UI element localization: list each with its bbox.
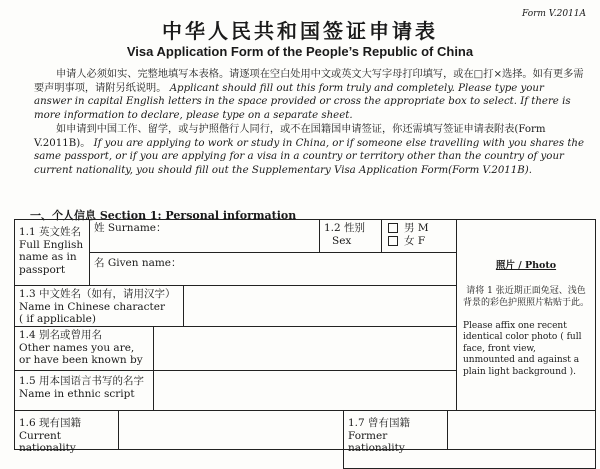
checkbox-male[interactable] [388, 223, 398, 233]
field-1-7-label-en: Former nationality [348, 429, 405, 454]
field-1-2-label [319, 219, 382, 253]
surname-field[interactable] [89, 219, 320, 253]
form-number: Form V.2011A [521, 9, 586, 19]
given-name-label: 名 Given name： [94, 257, 182, 269]
instruction-2-en: If you are applying to work or study in China, or if someone else travelling with you shares the same passport, or if you are applying for a visa in a country or territory other than the country of your current nationality, you should fill out the Supplementary Visa Application Form(Form V.2011B). [34, 137, 584, 176]
title-chinese: 中华人民共和国签证申请表 [162, 19, 438, 43]
checkbox-female[interactable] [388, 236, 398, 246]
next-row-start [343, 449, 596, 469]
other-names-input[interactable] [153, 326, 457, 371]
former-nationality-input[interactable] [447, 410, 596, 450]
field-1-3-label-cn: 1.3 中文姓名（如有，请用汉字） [19, 288, 176, 300]
title-english: Visa Application Form of the People’s Republic of China [126, 44, 474, 59]
sex-male-label: 男 M [404, 222, 429, 234]
field-1-1-label-cn: 1.1 英文姓名 [19, 226, 82, 238]
field-1-3-label [14, 285, 184, 327]
sex-female-label: 女 F [404, 234, 426, 247]
field-1-4-label-cn: 1.4 别名或曾用名 [19, 329, 103, 341]
photo-area[interactable] [456, 219, 596, 411]
field-1-3-label-en-2: ( if applicable) [19, 313, 96, 325]
given-name-field[interactable] [89, 252, 457, 286]
field-1-6-label [14, 410, 119, 454]
field-1-6-label-en: Current nationality [19, 429, 76, 454]
sex-option-female[interactable] [388, 235, 425, 247]
field-1-1-label-en-2: name as in [19, 251, 77, 263]
instruction-1-en: Applicant should fill out this form truly and completely. Please type your answer in capital English letters in the space provided or cross the appropriate box to select. If there is more information to declare, please type on a separate sheet. [34, 82, 571, 122]
sex-option-male[interactable] [388, 222, 429, 234]
field-1-7-label-cn: 1.7 曾有国籍 [348, 417, 411, 429]
instruction-1-cn: 申请人必须如实、完整地填写本表格。请逐项在空白处用中文或英文大写字母打印填写，或在□打×选择。如有更多需要声明事项，请附另纸说明。 [34, 69, 584, 94]
field-1-4-label [14, 326, 154, 371]
section-1-title: 一、个人信息 Section 1: Personal information [30, 209, 297, 222]
surname-label: 姓 Surname： [94, 222, 167, 234]
instruction-paragraph-1 [34, 68, 584, 123]
field-1-6-label-cn: 1.6 现有国籍 [19, 417, 82, 429]
current-nationality-input[interactable] [118, 410, 344, 450]
personal-info-table [14, 219, 596, 459]
field-1-4-label-en-2: or have been known by [19, 354, 143, 366]
field-1-1-label-en-3: passport [19, 263, 66, 276]
photo-instruction-cn: 请将 1 张近期正面免冠、浅色背景的彩色护照照片粘贴于此。 [463, 285, 590, 308]
chinese-name-input[interactable] [183, 285, 457, 327]
field-1-4-label-en-1: Other names you are, [19, 341, 135, 354]
field-1-2-label-en: Sex [332, 234, 352, 247]
instructions [34, 68, 584, 178]
photo-instruction-en: Please affix one recent identical color photo ( full face, front view, unmounted and against a plain light background ). [463, 320, 582, 377]
ethnic-script-name-input[interactable] [153, 370, 457, 411]
field-1-7-label [343, 410, 448, 454]
field-1-3-label-en-1: Name in Chinese character [19, 300, 166, 313]
field-1-5-label [14, 370, 154, 411]
sex-options [381, 219, 457, 253]
field-1-5-label-cn: 1.5 用本国语言书写的名字 [19, 375, 145, 387]
field-1-1-label [14, 219, 90, 286]
field-1-1-label-en-1: Full English [19, 238, 84, 251]
instruction-2-cn: 如申请到中国工作、留学，或与护照偕行人同行，或不在国籍国申请签证，你还需填写签证申请表附表(Form V.2011B)。 [34, 123, 546, 149]
photo-title: 照片 / Photo [495, 260, 557, 271]
field-1-2-label-cn: 1.2 性别 [324, 222, 366, 234]
field-1-5-label-en: Name in ethnic script [19, 387, 135, 400]
instruction-paragraph-2 [34, 123, 584, 178]
